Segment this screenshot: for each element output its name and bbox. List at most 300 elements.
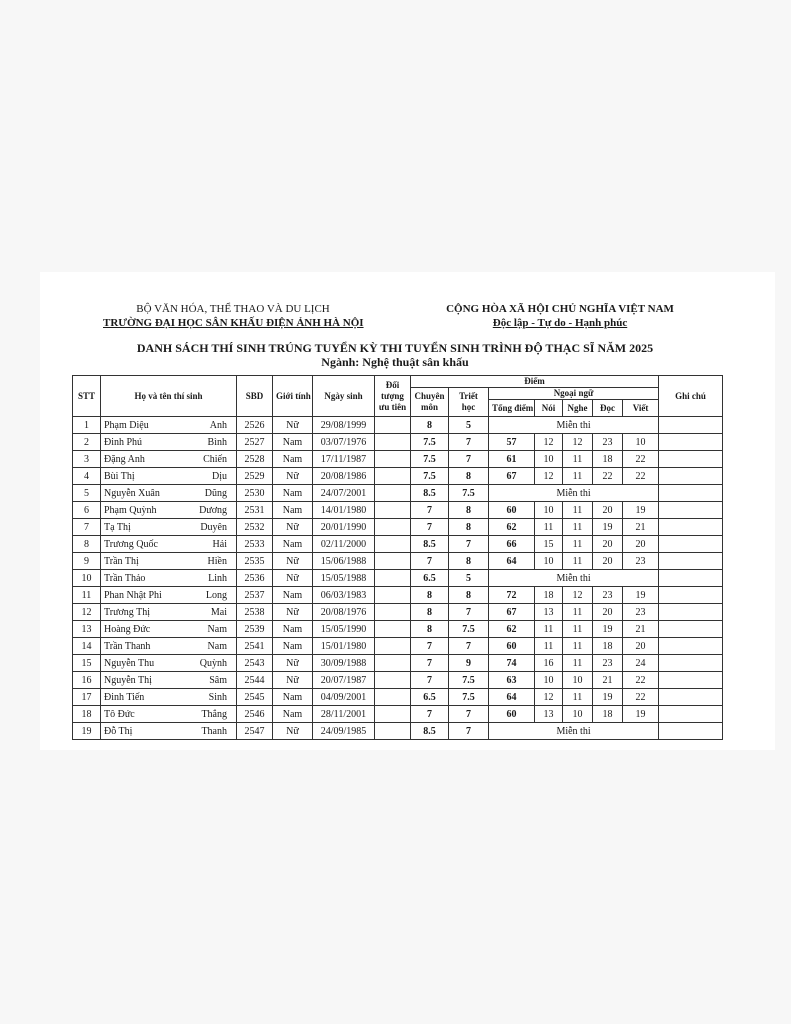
dob-cell: 24/07/2001 <box>313 485 375 502</box>
write-cell: 20 <box>623 638 659 655</box>
dob-cell: 20/08/1976 <box>313 604 375 621</box>
dob-cell: 02/11/2000 <box>313 536 375 553</box>
write-cell: 19 <box>623 587 659 604</box>
last-name: Nguyễn Xuân <box>104 487 160 499</box>
name-cell <box>101 553 237 570</box>
priority-cell <box>375 468 411 485</box>
speak-cell: 10 <box>535 553 563 570</box>
header-left <box>103 302 363 330</box>
philosophy-cell: 8 <box>449 519 489 536</box>
stt-cell: 14 <box>73 638 101 655</box>
stt-cell: 15 <box>73 655 101 672</box>
col-total: Tổng điểm <box>489 400 535 417</box>
col-name: Họ và tên thí sinh <box>101 376 237 417</box>
major-cell: 8 <box>411 587 449 604</box>
speak-cell: 13 <box>535 604 563 621</box>
priority-cell <box>375 451 411 468</box>
philosophy-cell: 8 <box>449 468 489 485</box>
table-row <box>73 604 723 621</box>
stt-cell: 19 <box>73 723 101 740</box>
stt-cell: 4 <box>73 468 101 485</box>
col-listen: Nghe <box>563 400 593 417</box>
total-cell: 60 <box>489 638 535 655</box>
col-foreign: Ngoại ngữ <box>489 388 659 400</box>
sbd-cell: 2537 <box>237 587 273 604</box>
col-speak: Nói <box>535 400 563 417</box>
first-name: Chiến <box>203 453 227 465</box>
read-cell: 18 <box>593 451 623 468</box>
col-write: Viết <box>623 400 659 417</box>
first-name: Mai <box>210 606 227 618</box>
first-name: Hải <box>212 538 227 550</box>
sbd-cell: 2547 <box>237 723 273 740</box>
sbd-cell: 2535 <box>237 553 273 570</box>
dob-cell: 15/05/1990 <box>313 621 375 638</box>
gender-cell: Nữ <box>273 519 313 536</box>
table-row <box>73 689 723 706</box>
last-name: Trần Thanh <box>104 640 151 652</box>
subtitle-text: Ngành: Nghệ thuật sân khấu <box>321 355 469 369</box>
sbd-cell: 2536 <box>237 570 273 587</box>
dob-cell: 04/09/2001 <box>313 689 375 706</box>
name-cell <box>101 672 237 689</box>
speak-cell: 10 <box>535 672 563 689</box>
country-name: CỘNG HÒA XÃ HỘI CHỦ NGHĨA VIỆT NAM <box>446 303 674 315</box>
last-name: Phan Nhật Phi <box>104 589 162 601</box>
read-cell: 20 <box>593 604 623 621</box>
listen-cell: 11 <box>563 502 593 519</box>
first-name: Thắng <box>201 708 227 720</box>
speak-cell: 12 <box>535 434 563 451</box>
last-name: Đặng Anh <box>104 453 145 465</box>
total-cell: 66 <box>489 536 535 553</box>
first-name: Dương <box>199 504 227 516</box>
stt-cell: 10 <box>73 570 101 587</box>
stt-cell: 3 <box>73 451 101 468</box>
col-dob: Ngày sinh <box>313 376 375 417</box>
sbd-cell: 2532 <box>237 519 273 536</box>
write-cell: 22 <box>623 451 659 468</box>
speak-cell: 11 <box>535 621 563 638</box>
listen-cell: 11 <box>563 655 593 672</box>
philosophy-cell: 7 <box>449 604 489 621</box>
listen-cell: 11 <box>563 536 593 553</box>
speak-cell: 15 <box>535 536 563 553</box>
philosophy-cell: 7.5 <box>449 672 489 689</box>
gender-cell: Nam <box>273 689 313 706</box>
read-cell: 19 <box>593 689 623 706</box>
priority-cell <box>375 604 411 621</box>
dob-cell: 20/07/1987 <box>313 672 375 689</box>
priority-cell <box>375 519 411 536</box>
listen-cell: 12 <box>563 434 593 451</box>
col-note: Ghi chú <box>659 376 723 417</box>
priority-cell <box>375 502 411 519</box>
exempt-cell: Miễn thi <box>489 485 659 502</box>
priority-cell <box>375 638 411 655</box>
exempt-cell: Miễn thi <box>489 570 659 587</box>
listen-cell: 10 <box>563 672 593 689</box>
ministry-name: BỘ VĂN HÓA, THỂ THAO VÀ DU LỊCH <box>136 303 330 315</box>
read-cell: 21 <box>593 672 623 689</box>
last-name: Đinh Phú <box>104 436 143 448</box>
major-cell: 7 <box>411 706 449 723</box>
first-name: Duyên <box>200 521 227 533</box>
first-name: Hiền <box>207 555 227 567</box>
priority-cell <box>375 587 411 604</box>
table-row <box>73 638 723 655</box>
name-cell <box>101 621 237 638</box>
stt-cell: 17 <box>73 689 101 706</box>
gender-cell: Nữ <box>273 655 313 672</box>
stt-cell: 1 <box>73 417 101 434</box>
read-cell: 20 <box>593 536 623 553</box>
stt-cell: 13 <box>73 621 101 638</box>
major-cell: 6.5 <box>411 689 449 706</box>
name-cell <box>101 604 237 621</box>
note-cell <box>659 672 723 689</box>
last-name: Trương Quốc <box>104 538 158 550</box>
exempt-cell: Miễn thi <box>489 723 659 740</box>
major-cell: 8 <box>411 604 449 621</box>
col-major: Chuyên môn <box>411 388 449 417</box>
document-title <box>70 341 720 369</box>
gender-cell: Nam <box>273 587 313 604</box>
table-row <box>73 621 723 638</box>
last-name: Hoàng Đức <box>104 623 151 635</box>
dob-cell: 20/08/1986 <box>313 468 375 485</box>
note-cell <box>659 519 723 536</box>
stt-cell: 5 <box>73 485 101 502</box>
stt-cell: 7 <box>73 519 101 536</box>
table-row <box>73 417 723 434</box>
header-right <box>435 302 685 330</box>
sbd-cell: 2529 <box>237 468 273 485</box>
philosophy-cell: 7.5 <box>449 689 489 706</box>
gender-cell: Nam <box>273 451 313 468</box>
first-name: Nam <box>207 640 227 652</box>
note-cell <box>659 706 723 723</box>
note-cell <box>659 689 723 706</box>
stt-cell: 8 <box>73 536 101 553</box>
exempt-cell: Miễn thi <box>489 417 659 434</box>
dob-cell: 24/09/1985 <box>313 723 375 740</box>
major-cell: 8.5 <box>411 485 449 502</box>
note-cell <box>659 468 723 485</box>
speak-cell: 10 <box>535 502 563 519</box>
sbd-cell: 2527 <box>237 434 273 451</box>
note-cell <box>659 502 723 519</box>
table-row <box>73 468 723 485</box>
col-scores: Điểm <box>411 376 659 388</box>
total-cell: 64 <box>489 553 535 570</box>
dob-cell: 14/01/1980 <box>313 502 375 519</box>
last-name: Tô Đức <box>104 708 135 720</box>
note-cell <box>659 638 723 655</box>
listen-cell: 11 <box>563 451 593 468</box>
col-philosophy: Triết học <box>449 388 489 417</box>
write-cell: 21 <box>623 621 659 638</box>
note-cell <box>659 604 723 621</box>
priority-cell <box>375 689 411 706</box>
name-cell <box>101 536 237 553</box>
note-cell <box>659 587 723 604</box>
read-cell: 20 <box>593 502 623 519</box>
first-name: Dũng <box>204 487 227 499</box>
stt-cell: 9 <box>73 553 101 570</box>
gender-cell: Nam <box>273 434 313 451</box>
dob-cell: 06/03/1983 <box>313 587 375 604</box>
listen-cell: 11 <box>563 468 593 485</box>
first-name: Dịu <box>212 470 227 482</box>
listen-cell: 11 <box>563 553 593 570</box>
sbd-cell: 2539 <box>237 621 273 638</box>
title-text: DANH SÁCH THÍ SINH TRÚNG TUYỂN KỲ THI TUYỂN SINH TRÌNH ĐỘ THẠC SĨ NĂM 2025 <box>136 341 654 355</box>
speak-cell: 13 <box>535 706 563 723</box>
table-row <box>73 485 723 502</box>
philosophy-cell: 5 <box>449 570 489 587</box>
name-cell <box>101 485 237 502</box>
priority-cell <box>375 570 411 587</box>
results-table <box>72 375 723 740</box>
name-cell <box>101 587 237 604</box>
gender-cell: Nam <box>273 536 313 553</box>
major-cell: 8.5 <box>411 536 449 553</box>
total-cell: 62 <box>489 519 535 536</box>
priority-cell <box>375 621 411 638</box>
dob-cell: 17/11/1987 <box>313 451 375 468</box>
philosophy-cell: 7.5 <box>449 485 489 502</box>
philosophy-cell: 7 <box>449 706 489 723</box>
major-cell: 7 <box>411 502 449 519</box>
name-cell <box>101 723 237 740</box>
university-name: TRƯỜNG ĐẠI HỌC SÂN KHẤU ĐIỆN ẢNH HÀ NỘI <box>103 317 364 329</box>
col-sbd: SBD <box>237 376 273 417</box>
write-cell: 22 <box>623 672 659 689</box>
priority-cell <box>375 706 411 723</box>
table-row <box>73 655 723 672</box>
priority-cell <box>375 553 411 570</box>
philosophy-cell: 7 <box>449 638 489 655</box>
major-cell: 7.5 <box>411 468 449 485</box>
read-cell: 19 <box>593 621 623 638</box>
priority-cell <box>375 723 411 740</box>
name-cell <box>101 689 237 706</box>
philosophy-cell: 8 <box>449 553 489 570</box>
gender-cell: Nữ <box>273 468 313 485</box>
gender-cell: Nữ <box>273 417 313 434</box>
last-name: Tạ Thị <box>104 521 131 533</box>
total-cell: 64 <box>489 689 535 706</box>
note-cell <box>659 434 723 451</box>
sbd-cell: 2531 <box>237 502 273 519</box>
gender-cell: Nữ <box>273 672 313 689</box>
sbd-cell: 2544 <box>237 672 273 689</box>
last-name: Trần Thị <box>104 555 139 567</box>
write-cell: 22 <box>623 689 659 706</box>
stt-cell: 2 <box>73 434 101 451</box>
speak-cell: 10 <box>535 451 563 468</box>
dob-cell: 15/01/1980 <box>313 638 375 655</box>
col-stt: STT <box>73 376 101 417</box>
first-name: Bình <box>207 436 227 448</box>
dob-cell: 29/08/1999 <box>313 417 375 434</box>
note-cell <box>659 485 723 502</box>
philosophy-cell: 8 <box>449 587 489 604</box>
table-row <box>73 536 723 553</box>
read-cell: 23 <box>593 655 623 672</box>
gender-cell: Nam <box>273 485 313 502</box>
sbd-cell: 2543 <box>237 655 273 672</box>
first-name: Anh <box>209 419 227 431</box>
note-cell <box>659 621 723 638</box>
first-name: Linh <box>208 572 227 584</box>
major-cell: 7 <box>411 672 449 689</box>
major-cell: 8 <box>411 621 449 638</box>
listen-cell: 12 <box>563 587 593 604</box>
first-name: Nam <box>207 623 227 635</box>
listen-cell: 11 <box>563 689 593 706</box>
dob-cell: 03/07/1976 <box>313 434 375 451</box>
sbd-cell: 2545 <box>237 689 273 706</box>
speak-cell: 11 <box>535 638 563 655</box>
gender-cell: Nữ <box>273 604 313 621</box>
stt-cell: 16 <box>73 672 101 689</box>
major-cell: 7 <box>411 655 449 672</box>
sbd-cell: 2538 <box>237 604 273 621</box>
table-row <box>73 434 723 451</box>
gender-cell: Nam <box>273 621 313 638</box>
name-cell <box>101 655 237 672</box>
major-cell: 8 <box>411 417 449 434</box>
write-cell: 21 <box>623 519 659 536</box>
philosophy-cell: 7 <box>449 451 489 468</box>
speak-cell: 12 <box>535 468 563 485</box>
speak-cell: 11 <box>535 519 563 536</box>
philosophy-cell: 7.5 <box>449 621 489 638</box>
stt-cell: 12 <box>73 604 101 621</box>
total-cell: 63 <box>489 672 535 689</box>
major-cell: 7 <box>411 519 449 536</box>
total-cell: 74 <box>489 655 535 672</box>
total-cell: 72 <box>489 587 535 604</box>
read-cell: 18 <box>593 706 623 723</box>
total-cell: 60 <box>489 502 535 519</box>
note-cell <box>659 536 723 553</box>
last-name: Trương Thị <box>104 606 151 618</box>
dob-cell: 15/05/1988 <box>313 570 375 587</box>
sbd-cell: 2526 <box>237 417 273 434</box>
priority-cell <box>375 434 411 451</box>
stt-cell: 6 <box>73 502 101 519</box>
motto: Độc lập - Tự do - Hạnh phúc <box>492 317 628 329</box>
note-cell <box>659 570 723 587</box>
table-row <box>73 706 723 723</box>
last-name: Nguyễn Thị <box>104 674 152 686</box>
total-cell: 60 <box>489 706 535 723</box>
table-row <box>73 519 723 536</box>
dob-cell: 30/09/1988 <box>313 655 375 672</box>
dob-cell: 20/01/1990 <box>313 519 375 536</box>
read-cell: 23 <box>593 434 623 451</box>
major-cell: 7.5 <box>411 451 449 468</box>
last-name: Bùi Thị <box>104 470 135 482</box>
name-cell <box>101 434 237 451</box>
name-cell <box>101 468 237 485</box>
sbd-cell: 2528 <box>237 451 273 468</box>
listen-cell: 10 <box>563 706 593 723</box>
total-cell: 61 <box>489 451 535 468</box>
last-name: Đinh Tiến <box>104 691 145 703</box>
philosophy-cell: 5 <box>449 417 489 434</box>
table-row <box>73 672 723 689</box>
listen-cell: 11 <box>563 638 593 655</box>
read-cell: 19 <box>593 519 623 536</box>
priority-cell <box>375 672 411 689</box>
dob-cell: 15/06/1988 <box>313 553 375 570</box>
listen-cell: 11 <box>563 519 593 536</box>
gender-cell: Nam <box>273 706 313 723</box>
write-cell: 10 <box>623 434 659 451</box>
priority-cell <box>375 655 411 672</box>
table-body <box>73 417 723 740</box>
read-cell: 18 <box>593 638 623 655</box>
dob-cell: 28/11/2001 <box>313 706 375 723</box>
write-cell: 20 <box>623 536 659 553</box>
philosophy-cell: 7 <box>449 723 489 740</box>
first-name: Thanh <box>201 725 227 737</box>
note-cell <box>659 723 723 740</box>
total-cell: 67 <box>489 468 535 485</box>
table-row <box>73 587 723 604</box>
major-cell: 8.5 <box>411 723 449 740</box>
total-cell: 57 <box>489 434 535 451</box>
name-cell <box>101 638 237 655</box>
write-cell: 22 <box>623 468 659 485</box>
read-cell: 22 <box>593 468 623 485</box>
name-cell <box>101 502 237 519</box>
sbd-cell: 2541 <box>237 638 273 655</box>
philosophy-cell: 8 <box>449 502 489 519</box>
listen-cell: 11 <box>563 621 593 638</box>
stt-cell: 18 <box>73 706 101 723</box>
major-cell: 7 <box>411 638 449 655</box>
read-cell: 23 <box>593 587 623 604</box>
table-row <box>73 451 723 468</box>
write-cell: 23 <box>623 553 659 570</box>
gender-cell: Nữ <box>273 570 313 587</box>
last-name: Trần Thảo <box>104 572 146 584</box>
major-cell: 7.5 <box>411 434 449 451</box>
first-name: Sinh <box>208 691 227 703</box>
last-name: Phạm Quỳnh <box>104 504 157 516</box>
name-cell <box>101 451 237 468</box>
col-read: Đọc <box>593 400 623 417</box>
write-cell: 24 <box>623 655 659 672</box>
sbd-cell: 2533 <box>237 536 273 553</box>
gender-cell: Nữ <box>273 553 313 570</box>
col-gender: Giới tính <box>273 376 313 417</box>
col-priority: Đối tượng ưu tiên <box>375 376 411 417</box>
last-name: Nguyễn Thu <box>104 657 155 669</box>
name-cell <box>101 706 237 723</box>
sbd-cell: 2530 <box>237 485 273 502</box>
gender-cell: Nam <box>273 502 313 519</box>
sbd-cell: 2546 <box>237 706 273 723</box>
last-name: Đỗ Thị <box>104 725 133 737</box>
major-cell: 6.5 <box>411 570 449 587</box>
table-row <box>73 502 723 519</box>
